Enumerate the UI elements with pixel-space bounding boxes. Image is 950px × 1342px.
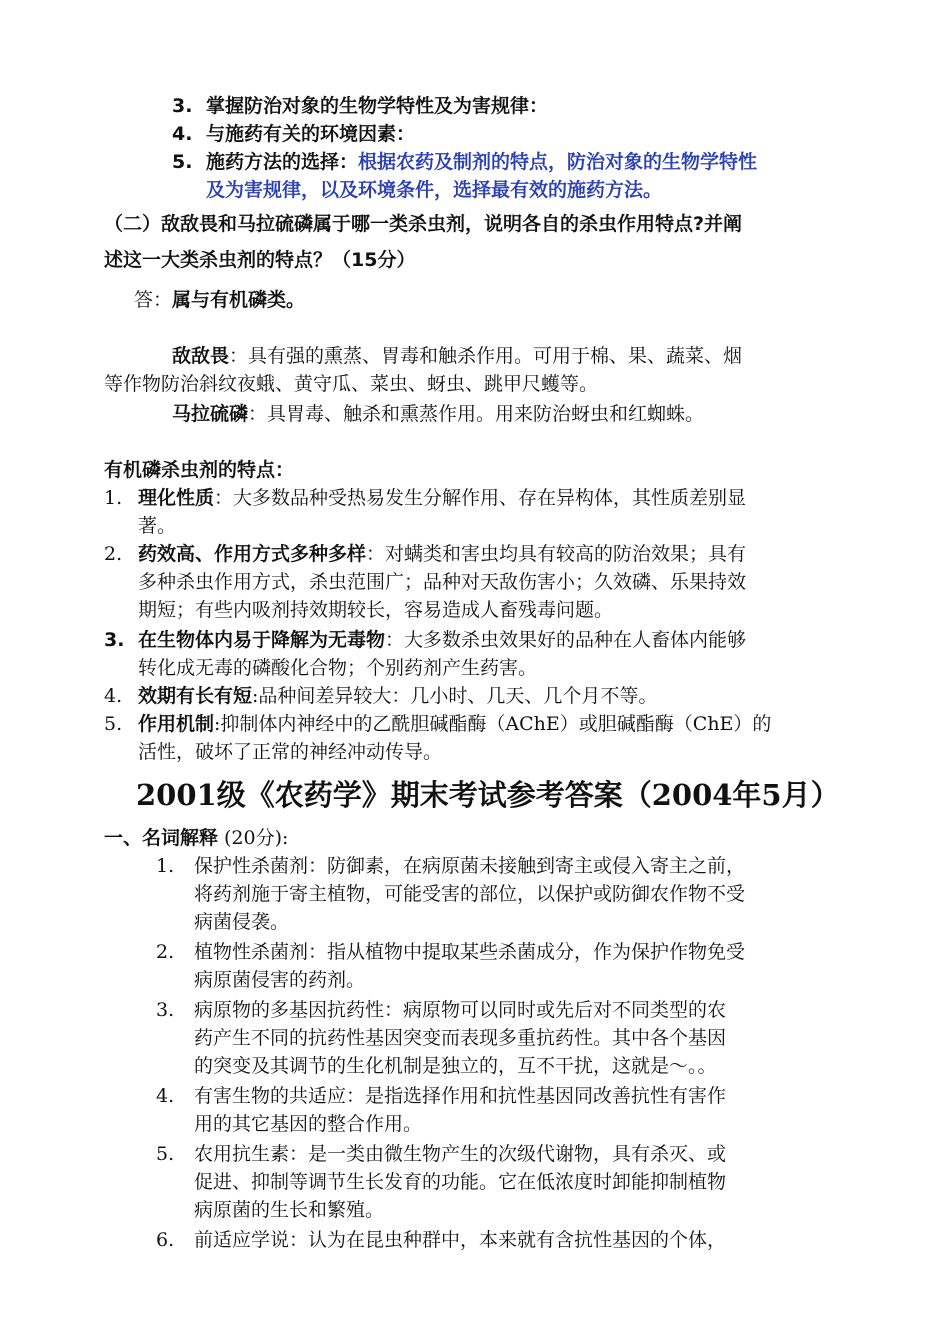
ddv-line2: 等作物防治斜纹夜蛾、黄守瓜、菜虫、蚜虫、跳甲尺蠖等。 (104, 373, 599, 395)
term-1-cont-1: 将药剂施于寄主植物，可能受害的部位，以保护或防御农作物不受 (194, 883, 746, 905)
question-2-line1: （二）敌敌畏和马拉硫磷属于哪一类杀虫剂，说明各自的杀虫作用特点?并阐 (104, 213, 743, 235)
exam-title: 2001级《农药学》期末考试参考答案（2004年5月） (136, 778, 840, 812)
op-item-2: 2. 药效高、作用方式多种多样：对螨类和害虫均具有较高的防治效果；具有 (104, 543, 747, 565)
mls-label: 马拉硫磷 (172, 403, 249, 425)
list-item-5: 5. 施药方法的选择：根据农药及制剂的特点，防治对象的生物学特性 (172, 151, 758, 173)
op-item-2-cont-2: 期短；有些内吸剂持效期较长，容易造成人畜残毒问题。 (138, 599, 614, 621)
op-item-3: 3. 在生物体内易于降解为无毒物：大多数杀虫效果好的品种在人畜体内能够 (104, 629, 747, 651)
term-5-cont-2: 病原菌的生长和繁殖。 (194, 1199, 385, 1221)
term-4-cont: 用的其它基因的整合作用。 (194, 1113, 423, 1135)
term-2: 2. 植物性杀菌剂：指从植物中提取某些杀菌成分，作为保护作物免受 (156, 941, 746, 963)
ddv-line1: 敌敌畏：具有强的熏蒸、胃毒和触杀作用。可用于棉、果、蔬菜、烟 (172, 345, 743, 367)
highlight-text: 根据农药及制剂的特点，防治对象的生物学特性 (358, 151, 758, 173)
op-item-5: 5. 作用机制:抑制体内神经中的乙酰胆碱酯酶（AChE）或胆碱酯酶（ChE）的 (104, 713, 772, 735)
highlight-text-cont: 及为害规律，以及环境条件，选择最有效的施药方法。 (206, 179, 663, 201)
term-4: 4. 有害生物的共适应：是指选择作用和抗性基因同改善抗性有害作 (156, 1085, 727, 1107)
term-6: 6. 前适应学说：认为在昆虫种群中，本来就有含抗性基因的个体， (156, 1229, 727, 1251)
term-1: 1. 保护性杀菌剂：防御素，在病原菌未接触到寄主或侵入寄主之前， (156, 855, 746, 877)
term-2-cont: 病原菌侵害的药剂。 (194, 969, 366, 991)
mls-line: 马拉硫磷：具胃毒、触杀和熏蒸作用。用来防治蚜虫和红蜘蛛。 (172, 403, 705, 425)
term-5: 5. 农用抗生素：是一类由微生物产生的次级代谢物，具有杀灭、或 (156, 1143, 727, 1165)
list-item-3: 3. 掌握防治对象的生物学特性及为害规律： (172, 95, 549, 117)
term-1-cont-2: 病菌侵袭。 (194, 911, 290, 933)
term-3: 3. 病原物的多基因抗药性：病原物可以同时或先后对不同类型的农 (156, 999, 727, 1021)
op-item-3-cont: 转化成无毒的磷酸化合物；个别药剂产生药害。 (138, 657, 538, 679)
op-item-1: 1. 理化性质：大多数品种受热易发生分解作用、存在异构体，其性质差别显 (104, 487, 747, 509)
question-2-line2: 述这一大类杀虫剂的特点？（15分） (104, 249, 416, 271)
op-item-1-cont: 著。 (138, 515, 177, 537)
term-3-cont-2: 的突变及其调节的生化机制是独立的，互不干扰，这就是～。。 (194, 1055, 717, 1077)
op-item-2-cont-1: 多种杀虫作用方式，杀虫范围广；品种对天敌伤害小；久效磷、乐果持效 (138, 571, 747, 593)
answer-line: 答：属与有机磷类。 (134, 289, 306, 311)
op-heading: 有机磷杀虫剂的特点： (104, 459, 295, 481)
term-5-cont-1: 促进、抑制等调节生长发育的功能。它在低浓度时卸能抑制植物 (194, 1171, 727, 1193)
list-item-4: 4. 与施药有关的环境因素： (172, 123, 416, 145)
term-3-cont-1: 药产生不同的抗药性基因突变而表现多重抗药性。其中各个基因 (194, 1027, 727, 1049)
terms-heading: 一、名词解释 (20分): (104, 827, 289, 849)
op-item-4: 4. 效期有长有短:品种间差异较大：几小时、几天、几个月不等。 (104, 685, 658, 707)
ddv-label: 敌敌畏 (172, 345, 230, 367)
op-item-5-cont: 活性，破坏了正常的神经冲动传导。 (138, 741, 443, 763)
